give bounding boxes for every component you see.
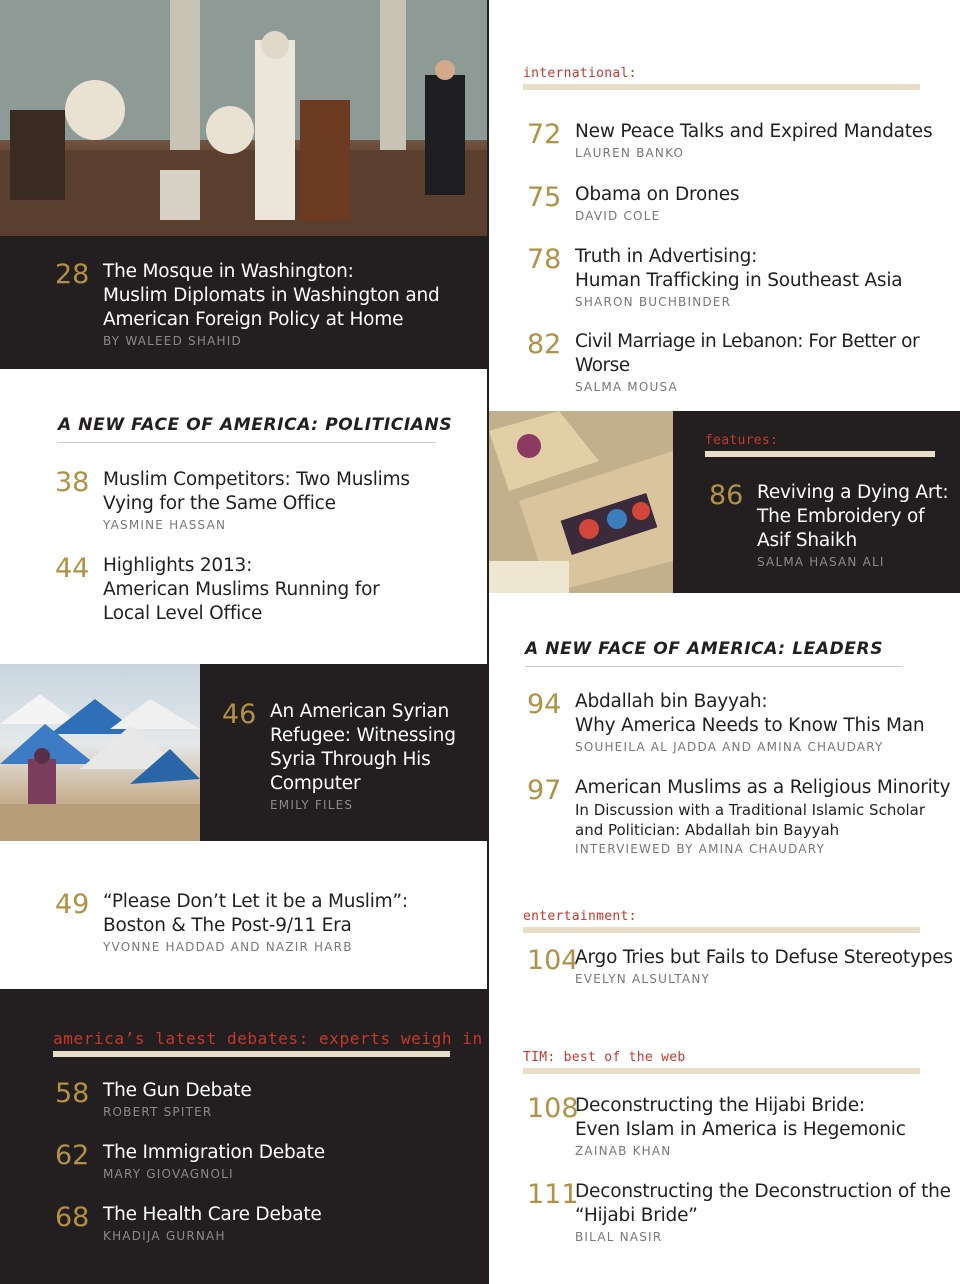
entry-title-line: Even Islam in America is Hegemonic (575, 1119, 906, 1140)
entry-title-line: Boston & The Post-9/11 Era (103, 915, 352, 936)
page-number: 111 (527, 1179, 579, 1210)
toc-entry-97[interactable] (527, 776, 952, 856)
mosque-photo-illustration (0, 0, 487, 236)
entry-author: BILAL NASIR (575, 1230, 663, 1244)
entry-title-line: Civil Marriage in Lebanon: For Better or Worse (575, 331, 920, 376)
entry-title-line: An American Syrian (270, 701, 450, 722)
politicians-rule (58, 442, 436, 443)
entry-title-line: “Please Don’t Let it be a Muslim”: (103, 891, 408, 912)
entry-author: LAUREN BANKO (575, 146, 685, 160)
page-number: 82 (527, 329, 562, 360)
entry-author: SOUHEILA AL JADDA AND AMINA CHAUDARY (575, 740, 884, 754)
entry-author: MARY GIOVAGNOLI (103, 1167, 234, 1181)
debates-heading: america’s latest debates: experts weigh in (53, 1029, 483, 1048)
entry-title-line: Why America Needs to Know This Man (575, 715, 925, 736)
debates-bar (53, 1051, 450, 1057)
best-of-web-bar (523, 1068, 920, 1074)
entry-title-line: Vying for the Same Office (103, 493, 336, 514)
entry-title-line: Local Level Office (103, 603, 263, 624)
toc-entry-111[interactable] (527, 1180, 952, 1244)
page-number: 104 (527, 945, 579, 976)
entry-subtitle-line: In Discussion with a Traditional Islamic Scholar (575, 801, 926, 819)
toc-entry-78[interactable] (527, 245, 952, 309)
toc-entry-58[interactable] (55, 1079, 475, 1119)
embroidery-illustration (489, 411, 673, 593)
entry-title-line: New Peace Talks and Expired Mandates (575, 121, 933, 142)
toc-entry-94[interactable] (527, 690, 952, 754)
entry-title-line: Asif Shaikh (757, 530, 858, 551)
entry-title-line: American Muslims Running for (103, 579, 380, 600)
debates-panel (0, 989, 487, 1284)
leaders-rule (525, 666, 902, 667)
entry-author: BY WALEED SHAHID (103, 334, 242, 348)
entry-title-line: American Muslims as a Religious Minority (575, 777, 951, 798)
entry-author: EMILY FILES (270, 798, 354, 812)
entry-title-line: The Embroidery of (757, 506, 925, 527)
features-bar (705, 451, 935, 457)
page-number: 49 (55, 889, 90, 920)
international-bar (523, 84, 920, 90)
entry-title-line: Deconstructing the Deconstruction of the (575, 1181, 951, 1202)
mosque-photo (0, 0, 487, 236)
international-label: international: (523, 66, 637, 81)
toc-entry-38[interactable] (55, 468, 475, 532)
page-number: 28 (55, 259, 90, 290)
toc-entry-82[interactable] (527, 330, 957, 394)
column-divider (487, 0, 489, 1284)
politicians-heading: A NEW FACE OF AMERICA: POLITICIANS (58, 415, 453, 435)
entry-author: ZAINAB KHAN (575, 1144, 672, 1158)
entry-author: SALMA HASAN ALI (757, 555, 885, 569)
page-number: 72 (527, 119, 562, 150)
syria-feature-panel (200, 664, 487, 841)
entry-title-line: American Foreign Policy at Home (103, 309, 404, 330)
toc-entry-108[interactable] (527, 1094, 952, 1158)
entry-author: INTERVIEWED BY AMINA CHAUDARY (575, 842, 826, 856)
entry-subtitle-line: and Politician: Abdallah bin Bayyah (575, 821, 840, 839)
toc-entry-86[interactable] (709, 481, 959, 569)
entry-author: YASMINE HASSAN (103, 518, 227, 532)
entry-title-line: The Health Care Debate (103, 1204, 322, 1225)
entry-title-line: Muslim Diplomats in Washington and (103, 285, 440, 306)
page-number: 44 (55, 553, 90, 584)
mosque-feature-panel (0, 236, 487, 369)
entertainment-bar (523, 927, 920, 933)
entry-title-line: Truth in Advertising: (575, 246, 758, 267)
toc-entry-62[interactable] (55, 1141, 475, 1181)
entry-title-line: “Hijabi Bride” (575, 1205, 698, 1226)
page-number: 58 (55, 1078, 90, 1109)
toc-entry-46[interactable] (222, 700, 482, 812)
entry-title-line: The Gun Debate (103, 1080, 252, 1101)
entry-author: KHADIJA GURNAH (103, 1229, 226, 1243)
toc-entry-104[interactable] (527, 946, 957, 986)
best-of-web-label: TIM: best of the web (523, 1050, 686, 1065)
page-number: 75 (527, 182, 562, 213)
page-number: 86 (709, 480, 744, 511)
toc-entry-72[interactable] (527, 120, 952, 160)
page-number: 108 (527, 1093, 579, 1124)
page-number: 62 (55, 1140, 90, 1171)
entry-author: DAVID COLE (575, 209, 661, 223)
entry-title-line: The Mosque in Washington: (103, 261, 354, 282)
entry-title-line: Abdallah bin Bayyah: (575, 691, 768, 712)
features-panel (673, 411, 960, 593)
features-label: features: (705, 433, 779, 448)
page-number: 38 (55, 467, 90, 498)
entry-title-line: Highlights 2013: (103, 555, 253, 576)
entry-author: SALMA MOUSA (575, 380, 678, 394)
entry-author: YVONNE HADDAD AND NAZIR HARB (103, 940, 353, 954)
entry-title-line: Argo Tries but Fails to Defuse Stereotypes (575, 947, 953, 968)
refugee-camp-photo (0, 664, 200, 841)
entry-author: SHARON BUCHBINDER (575, 295, 732, 309)
entry-author: EVELYN ALSULTANY (575, 972, 711, 986)
toc-entry-44[interactable] (55, 554, 475, 626)
page-number: 68 (55, 1202, 90, 1233)
page-number: 97 (527, 775, 562, 806)
entry-title-line: Human Trafficking in Southeast Asia (575, 270, 903, 291)
entry-title-line: Deconstructing the Hijabi Bride: (575, 1095, 865, 1116)
toc-entry-28[interactable] (55, 260, 475, 348)
toc-entry-75[interactable] (527, 183, 952, 223)
entry-title-line: The Immigration Debate (103, 1142, 325, 1163)
page-number: 78 (527, 244, 562, 275)
entry-title-line: Muslim Competitors: Two Muslims (103, 469, 410, 490)
toc-entry-68[interactable] (55, 1203, 475, 1243)
entry-author: ROBERT SPITER (103, 1105, 213, 1119)
entry-title-line: Obama on Drones (575, 184, 740, 205)
page-number: 46 (222, 699, 257, 730)
page-number: 94 (527, 689, 562, 720)
entry-title-line: Reviving a Dying Art: (757, 482, 949, 503)
entry-title-line: Syria Through His (270, 749, 431, 770)
entry-title-line: Computer (270, 773, 361, 794)
leaders-heading: A NEW FACE OF AMERICA: LEADERS (525, 639, 884, 659)
entertainment-label: entertainment: (523, 909, 637, 924)
entry-title-line: Refugee: Witnessing (270, 725, 456, 746)
toc-entry-49[interactable] (55, 890, 475, 954)
refugee-camp-illustration (0, 664, 200, 841)
embroidery-photo (489, 411, 673, 593)
